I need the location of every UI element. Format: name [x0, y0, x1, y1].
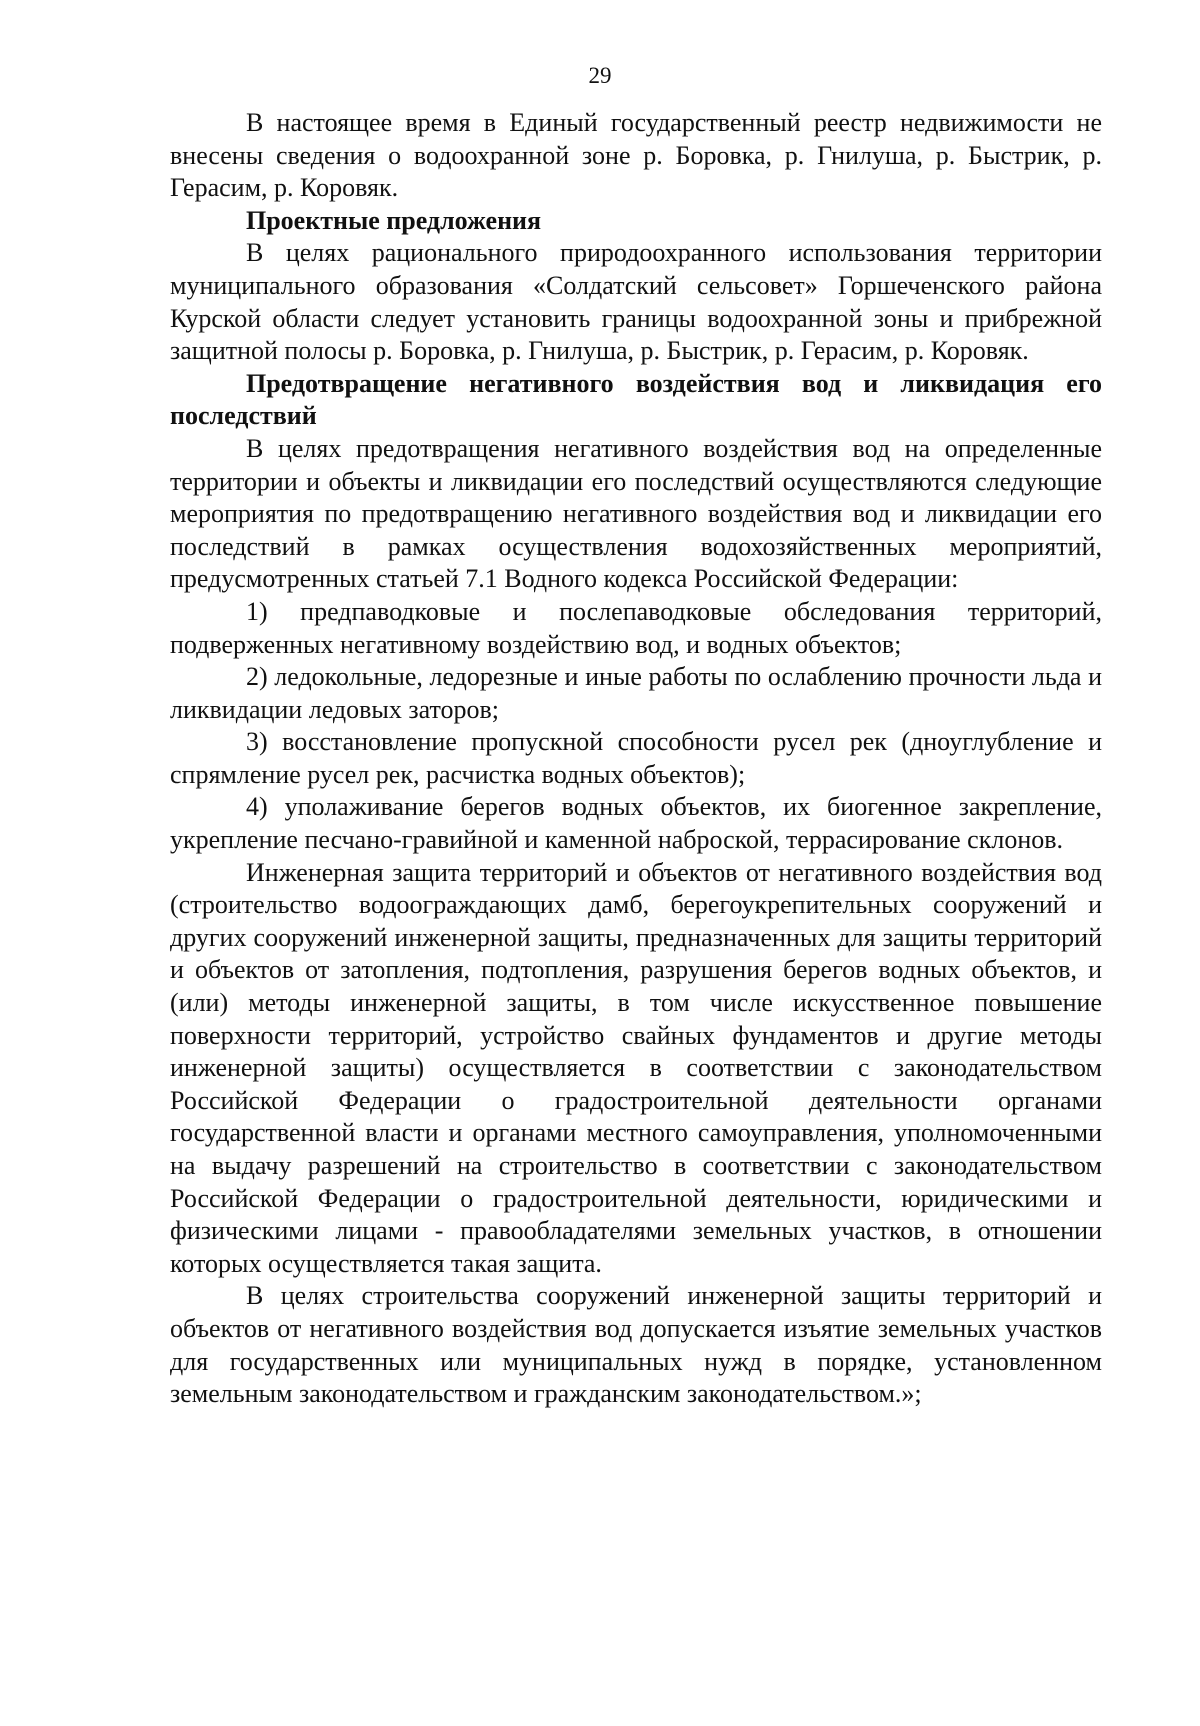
- document-body: [170, 107, 1102, 1411]
- paragraph-engineering-protection: Инженерная защита территорий и объектов от негативного воздействия вод (строительство водоограждающих дамб, берегоукрепительных сооружений и других сооружений инженерной защиты, предназначенных для защиты территорий и объектов от затопления, подтопления, разрушения берегов водных объектов, и (или) методы инженерной защиты, в том числе искусственное повышение поверхности территорий, устройство свайных фундаментов и другие методы инженерной защиты) осуществляется в соответствии с законодательством Российской Федерации о градостроительной деятельности органами государственной власти и органами местного самоуправления, уполномоченными на выдачу разрешений на строительство в соответствии с законодательством Российской Федерации о градостроительной деятельности, юридическими и физическими лицами - правообладателями земельных участков, в отношении которых осуществляется такая защита.: [170, 857, 1102, 1278]
- heading-project-proposals: Проектные предложения: [246, 205, 542, 235]
- list-item-4: 4) уполаживание берегов водных объектов, их биогенное закрепление, укрепление песчано-гравийной и каменной наброской, террасирование склонов.: [170, 792, 1102, 855]
- list-item-3: 3) восстановление пропускной способности русел рек (дноуглубление и спрямление русел рек, расчистка водных объектов);: [170, 727, 1102, 789]
- heading-prevention: Предотвращение негативного воздействия вод и ликвидация его последствий: [170, 368, 1102, 431]
- paragraph-project-proposals: В целях рационального природоохранного использования территории муниципального образования «Солдатский сельсовет» Горшеченского района Курской области следует установить границы водоохранной зоны и прибрежной защитной полосы р. Боровка, р. Гнилуша, р. Быстрик, р. Герасим, р. Коровяк.: [170, 238, 1102, 366]
- paragraph-prevention-intro: В целях предотвращения негативного воздействия вод на определенные территории и объекты и ликвидации его последствий осуществляются следующие мероприятия по предотвращению негативного воздействия вод и ликвидации его последствий в рамках осуществления водохозяйственных мероприятий, предусмотренных статьей 7.1 Водного кодекса Российской Федерации:: [170, 433, 1102, 594]
- page-number: 29: [588, 63, 612, 88]
- list-item-1: 1) предпаводковые и послепаводковые обследования территорий, подверженных негативному воздействию вод, и водных объектов;: [170, 596, 1102, 659]
- list-item-2: 2) ледокольные, ледорезные и иные работы по ослаблению прочности льда и ликвидации ледовых заторов;: [170, 662, 1102, 724]
- paragraph-land-seizure: В целях строительства сооружений инженерной защиты территорий и объектов от негативного воздействия вод допускается изъятие земельных участков для государственных или муниципальных нужд в порядке, установленном земельным законодательством и гражданским законодательством.»;: [170, 1281, 1102, 1409]
- paragraph-registry-status: В настоящее время в Единый государственный реестр недвижимости не внесены сведения о водоохранной зоне р. Боровка, р. Гнилуша, р. Быстрик, р. Герасим, р. Коровяк.: [170, 108, 1102, 203]
